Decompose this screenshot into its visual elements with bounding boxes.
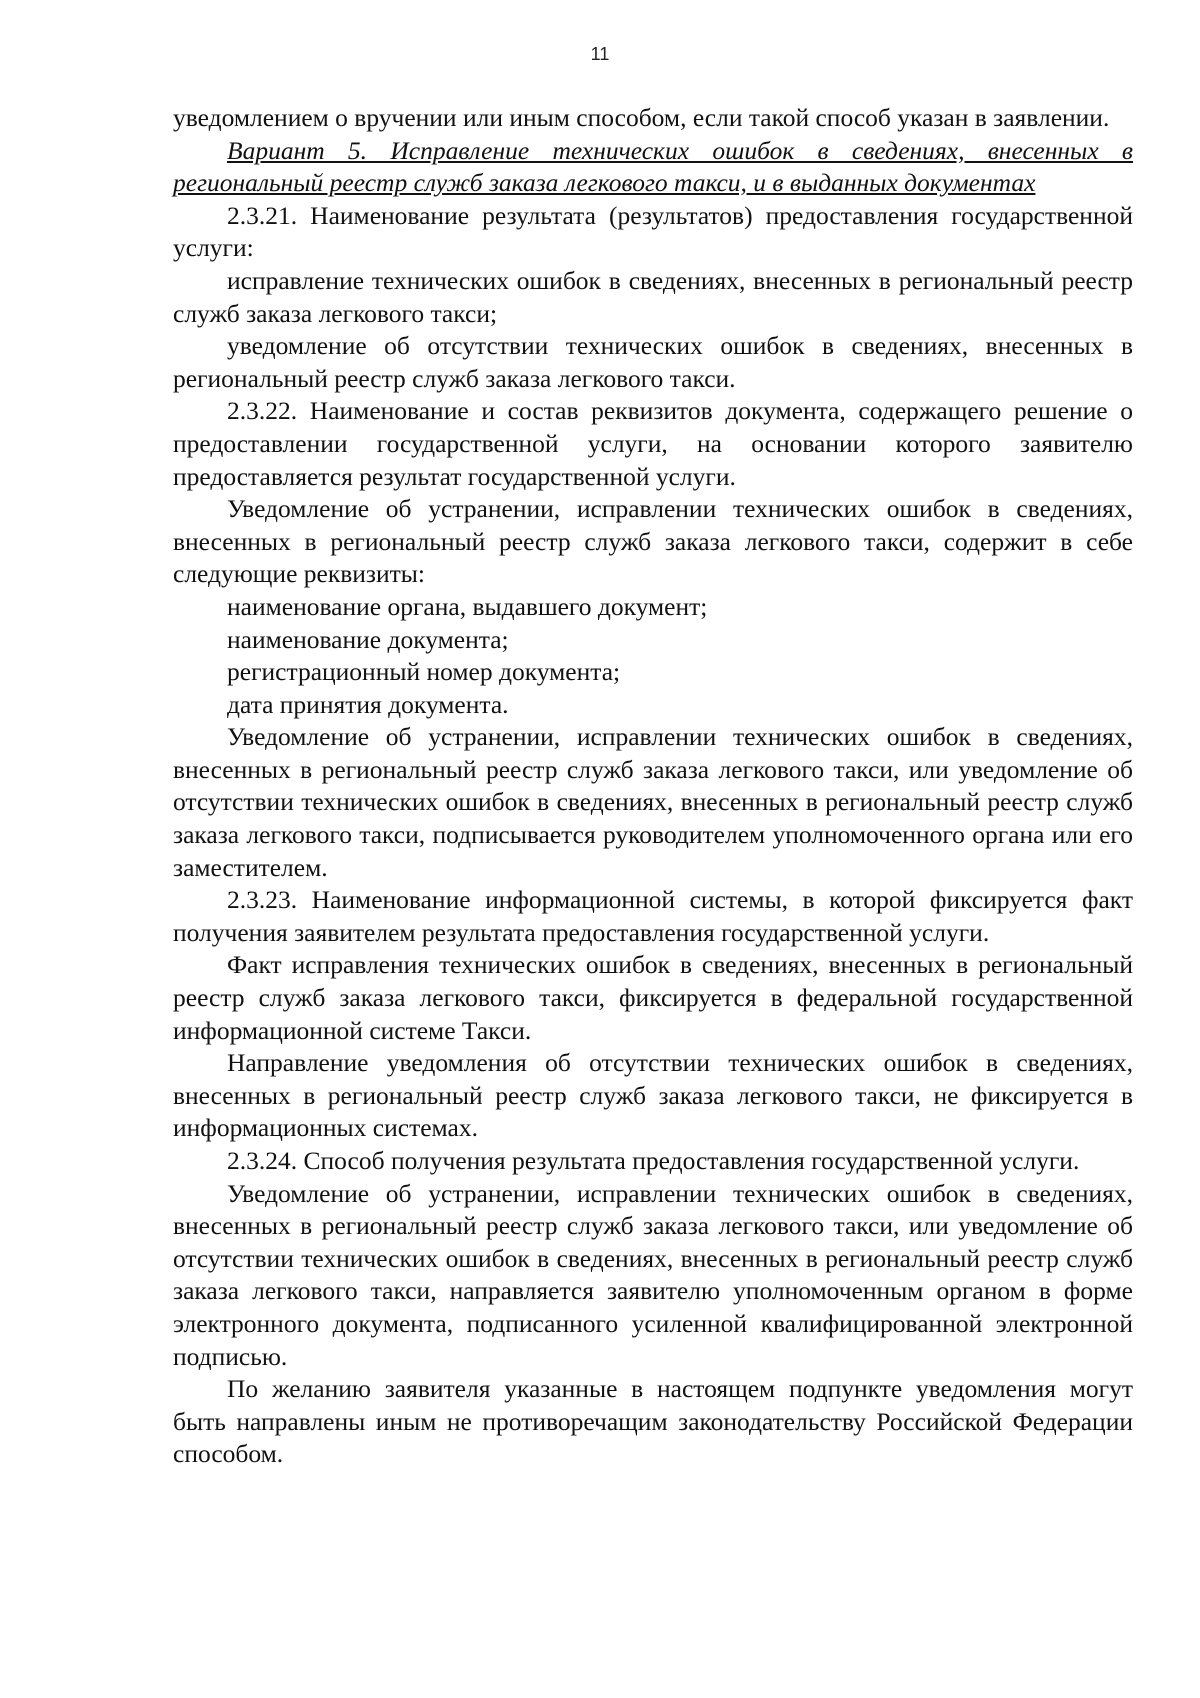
paragraph-alternative-delivery: По желанию заявителя указанные в настоящем подпункте уведомления могут быть направлены иным не противоречащим законодательству Российской Федерации способом. [173, 1374, 1133, 1469]
paragraph-delivery-method: уведомлением о вручении или иным способом, если такой способ указан в заявлении. [173, 103, 1110, 132]
paragraph-result-correction: исправление технических ошибок в сведениях, внесенных в региональный реестр служб заказа легкового такси; [173, 265, 1133, 328]
list-item-adoption-date: дата принятия документа. [227, 689, 509, 719]
list-item-registration-number: регистрационный номер документа; [227, 657, 621, 687]
paragraph-2-3-22: 2.3.22. Наименование и состав реквизитов документа, содержащего решение о предоставлении государственной услуги, на основании которого заявителю предоставляется результат государственной услуги. [173, 396, 1133, 491]
paragraph-result-no-errors: уведомление об отсутствии технических ошибок в сведениях, внесенных в региональный реестр служб заказа легкового такси. [173, 331, 1133, 393]
list-item-document-name: наименование документа; [227, 624, 509, 654]
list-item-authority-name: наименование органа, выдавшего документ; [227, 591, 708, 621]
document-body [173, 102, 1133, 1471]
paragraph-2-3-23: 2.3.23. Наименование информационной системы, в которой фиксируется факт получения заявителем результата предоставления государственной услуги. [173, 885, 1133, 947]
paragraph-notice-signing: Уведомление об устранении, исправлении технических ошибок в сведениях, внесенных в региональный реестр служб заказа легкового такси, или уведомление об отсутствии технических ошибок в сведениях, внесенных в региональный реестр служб заказа легкового такси, подписывается руководителем уполномоченного органа или его заместителем. [173, 722, 1133, 882]
paragraph-not-recorded: Направление уведомления об отсутствии технических ошибок в сведениях, внесенных в региональный реестр служб заказа легкового такси, не фиксируется в информационных системах. [173, 1048, 1133, 1143]
page-number: 11 [590, 44, 610, 64]
paragraph-2-3-24: 2.3.24. Способ получения результата предоставления государственной услуги. [227, 1146, 1080, 1175]
section-heading-variant-5: Вариант 5. Исправление технических ошибок в сведениях, внесенных в региональный реестр служб заказа легкового такси, и в выданных документах [173, 135, 1133, 198]
paragraph-2-3-21: 2.3.21. Наименование результата (результатов) предоставления государственной услуги: [173, 200, 1133, 263]
paragraph-fact-recorded: Факт исправления технических ошибок в сведениях, внесенных в региональный реестр служб заказа легкового такси, фиксируется в федеральной государственной информационной системе Такси. [173, 950, 1133, 1045]
paragraph-notice-requisites: Уведомление об устранении, исправлении технических ошибок в сведениях, внесенных в региональный реестр служб заказа легкового такси, содержит в себе следующие реквизиты: [173, 494, 1133, 589]
paragraph-electronic-delivery: Уведомление об устранении, исправлении технических ошибок в сведениях, внесенных в региональный реестр служб заказа легкового такси, или уведомление об отсутствии технических ошибок в сведениях, внесенных в региональный реестр служб заказа легкового такси, направляется заявителю уполномоченным органом в форме электронного документа, подписанного усиленной квалифицированной электронной подписью. [173, 1178, 1133, 1371]
